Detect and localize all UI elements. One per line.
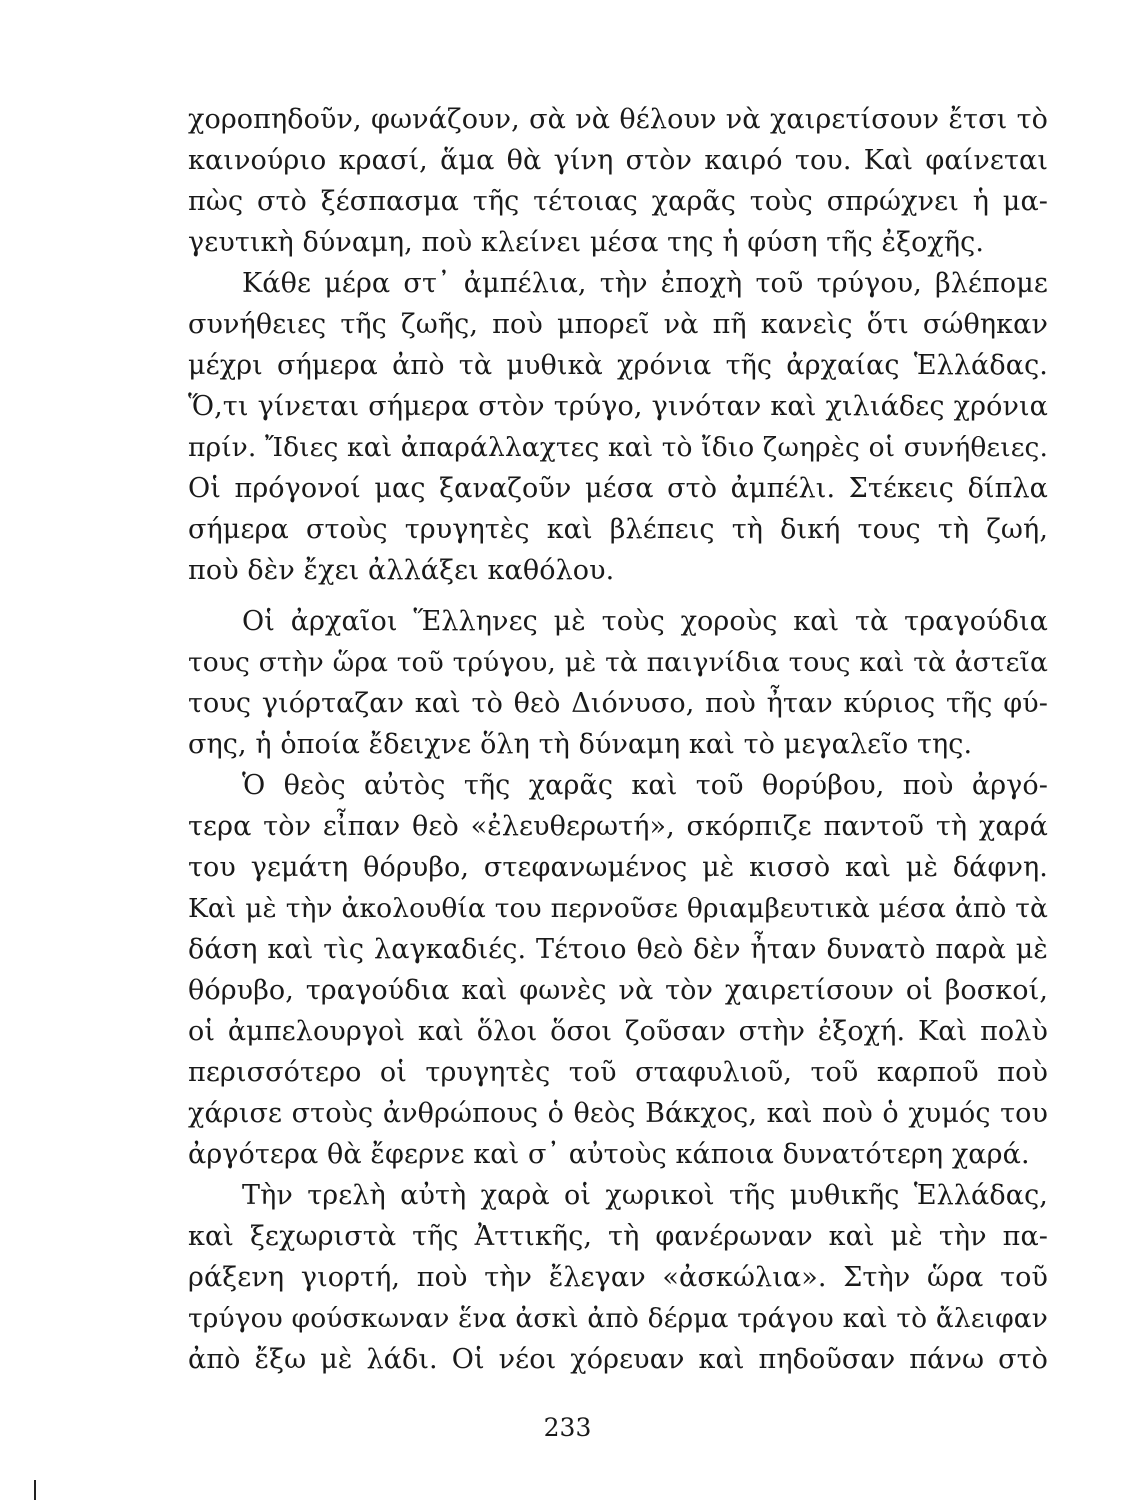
paragraph-start-line: Ὁ θεὸς αὐτὸς τῆς χαρᾶς καὶ τοῦ θορύβου, ποὺ ἀργό- (242, 770, 1048, 801)
text-line: τερα τὸν εἶπαν θεὸ «ἐλευθερωτή», σκόρπιζε παντοῦ τὴ χαρά (188, 811, 1048, 842)
text-line: χοροπηδοῦν, φωνάζουν, σὰ νὰ θέλουν νὰ χαιρετίσουν ἔτσι τὸ (188, 104, 1048, 135)
paragraph-start-line: Οἱ ἀρχαῖοι Ἕλληνες μὲ τοὺς χοροὺς καὶ τὰ τραγούδια (242, 606, 1048, 637)
text-line: καινούριο κρασί, ἅμα θὰ γίνη στὸν καιρό του. Καὶ φαίνεται (188, 145, 1048, 176)
page-number: 233 (543, 1413, 592, 1442)
text-line: γευτικὴ δύναμη, ποὺ κλείνει μέσα της ἡ φύση τῆς ἐξοχῆς. (188, 227, 985, 258)
text-line: Οἱ πρόγονοί μας ξαναζοῦν μέσα στὸ ἀμπέλι. Στέκεις δίπλα (188, 473, 1048, 504)
text-line: σης, ἡ ὁποία ἔδειχνε ὅλη τὴ δύναμη καὶ τὸ μεγαλεῖο της. (188, 729, 973, 760)
text-line: ἀργότερα θὰ ἔφερνε καὶ σ᾽ αὐτοὺς κάποια δυνατότερη χαρά. (188, 1139, 1030, 1170)
text-line: δάση καὶ τὶς λαγκαδιές. Τέτοιο θεὸ δὲν ἦταν δυνατὸ παρὰ μὲ (188, 934, 1048, 965)
text-line: ποὺ δὲν ἔχει ἀλλάξει καθόλου. (188, 555, 615, 586)
text-line: Ὅ,τι γίνεται σήμερα στὸν τρύγο, γινόταν καὶ χιλιάδες χρόνια (188, 391, 1048, 422)
text-line: περισσότερο οἱ τρυγητὲς τοῦ σταφυλιοῦ, τοῦ καρποῦ ποὺ (188, 1057, 1048, 1088)
text-line: οἱ ἀμπελουργοὶ καὶ ὅλοι ὅσοι ζοῦσαν στὴν ἐξοχή. Καὶ πολὺ (188, 1016, 1048, 1047)
text-line: συνήθειες τῆς ζωῆς, ποὺ μπορεῖ νὰ πῆ κανεὶς ὅτι σώθηκαν (188, 309, 1048, 340)
scan-edge-mark (34, 1480, 36, 1500)
text-line: μέχρι σήμερα ἀπὸ τὰ μυθικὰ χρόνια τῆς ἀρχαίας Ἑλλάδας. (188, 350, 1048, 381)
text-line: Καὶ μὲ τὴν ἀκολουθία του περνοῦσε θριαμβευτικὰ μέσα ἀπὸ τὰ (188, 893, 1048, 924)
text-line: τους γιόρταζαν καὶ τὸ θεὸ Διόνυσο, ποὺ ἦταν κύριος τῆς φύ- (188, 688, 1048, 719)
text-line: πρίν. Ἴδιες καὶ ἀπαράλλαχτες καὶ τὸ ἴδιο ζωηρὲς οἱ συνήθειες. (188, 432, 1048, 463)
text-line: τρύγου φούσκωναν ἕνα ἀσκὶ ἀπὸ δέρμα τράγου καὶ τὸ ἄλειφαν (188, 1303, 1048, 1334)
text-line: σήμερα στοὺς τρυγητὲς καὶ βλέπεις τὴ δική τους τὴ ζωή, (188, 514, 1048, 545)
text-line: θόρυβο, τραγούδια καὶ φωνὲς νὰ τὸν χαιρετίσουν οἱ βοσκοί, (188, 975, 1048, 1006)
text-line: του γεμάτη θόρυβο, στεφανωμένος μὲ κισσὸ καὶ μὲ δάφνη. (188, 852, 1048, 883)
text-line: χάρισε στοὺς ἀνθρώπους ὁ θεὸς Βάκχος, καὶ ποὺ ὁ χυμός του (188, 1098, 1048, 1129)
text-line: καὶ ξεχωριστὰ τῆς Ἀττικῆς, τὴ φανέρωναν καὶ μὲ τὴν πα- (188, 1221, 1048, 1252)
text-line: πὼς στὸ ξέσπασμα τῆς τέτοιας χαρᾶς τοὺς σπρώχνει ἡ μα- (188, 186, 1048, 217)
text-line: τους στὴν ὥρα τοῦ τρύγου, μὲ τὰ παιγνίδια τους καὶ τὰ ἀστεῖα (188, 647, 1048, 678)
paragraph-start-line: Τὴν τρελὴ αὐτὴ χαρὰ οἱ χωρικοὶ τῆς μυθικῆς Ἑλλάδας, (242, 1180, 1048, 1211)
text-line: ράξενη γιορτή, ποὺ τὴν ἔλεγαν «ἀσκώλια». Στὴν ὥρα τοῦ (188, 1262, 1048, 1293)
paragraph-start-line: Κάθε μέρα στ᾽ ἀμπέλια, τὴν ἐποχὴ τοῦ τρύγου, βλέπομε (242, 268, 1048, 299)
text-line: ἀπὸ ἔξω μὲ λάδι. Οἱ νέοι χόρευαν καὶ πηδοῦσαν πάνω στὸ (188, 1344, 1048, 1375)
